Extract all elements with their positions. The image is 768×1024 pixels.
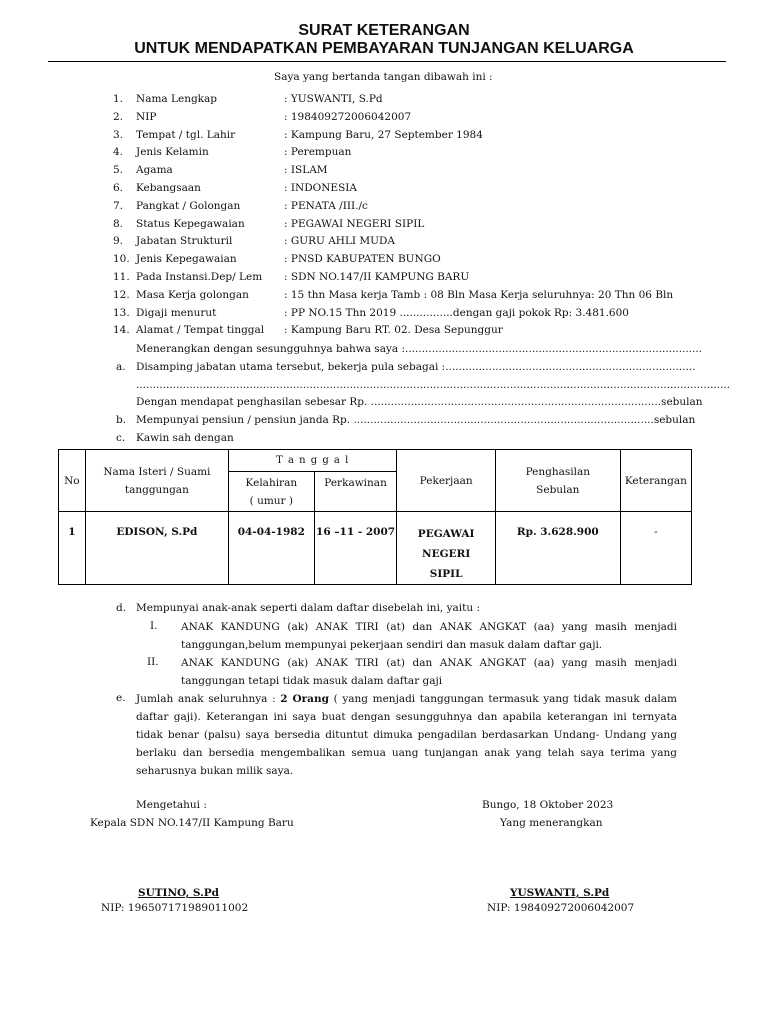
field-label: Alamat / Tempat tinggal	[136, 324, 265, 337]
date-place: Bungo, 18 Oktober 2023	[482, 799, 614, 811]
item-e-count: 2 Orang	[280, 693, 329, 705]
field-label: Tempat / tgl. Lahir	[136, 128, 236, 141]
header-nama: Nama Isteri / Suami tanggungan	[85, 450, 228, 512]
field-label: NIP	[136, 110, 157, 123]
item-c-letter: c.	[116, 432, 126, 444]
row-perkawinan: 16 –11 - 2007	[314, 512, 397, 585]
item-b-text: Mempunyai pensiun / pensiun janda Rp. ..........................................................................................sebulan	[136, 414, 696, 426]
field-label: Kebangsaan	[136, 182, 201, 194]
row-kelahiran: 04-04-1982	[228, 512, 314, 585]
item-e-letter: e.	[116, 692, 126, 704]
row-keterangan: -	[620, 512, 691, 585]
field-number: 12.	[113, 288, 130, 301]
item-d-letter: d.	[116, 602, 127, 614]
field-number: 14.	[113, 324, 130, 337]
menerangkan-line: Menerangkan dengan sesungguhnya bahwa saya :.........................................................................................	[136, 343, 703, 355]
penghasilan-line: Dengan mendapat penghasilan sebesar Rp. .......................................................................................sebulan	[136, 396, 703, 408]
field-value: : 198409272006042007	[284, 110, 412, 123]
item-e-pre: Jumlah anak seluruhnya :	[136, 693, 281, 705]
field-label: Digaji menurut	[136, 306, 217, 319]
field-label: Jenis Kepegawaian	[136, 253, 237, 266]
field-value: : GURU AHLI MUDA	[284, 235, 396, 248]
field-number: 2.	[113, 110, 124, 123]
roman-2-num: II.	[147, 656, 159, 668]
header-no: No	[59, 450, 86, 512]
right-signer-name: YUSWANTI, S.Pd	[510, 887, 610, 899]
umur-label: ( umur )	[249, 495, 294, 507]
row-nama: EDISON, S.Pd	[85, 512, 228, 585]
field-number: 9.	[113, 235, 124, 248]
header-keterangan: Keterangan	[620, 450, 691, 512]
field-number: 6.	[113, 182, 124, 194]
roman-1-num: I.	[150, 620, 158, 632]
header-penghasilan: Penghasilan Sebulan	[495, 450, 620, 512]
field-value: : INDONESIA	[284, 182, 358, 194]
field-number: 11.	[113, 271, 130, 283]
spouse-table	[58, 449, 692, 585]
kelahiran-label: Kelahiran	[245, 477, 298, 489]
field-value: : PENATA /III./c	[284, 199, 368, 212]
left-signer-name: SUTINO, S.Pd	[138, 887, 220, 899]
field-label: Pada Instansi.Dep/ Lem	[136, 271, 263, 283]
field-number: 10.	[113, 253, 130, 266]
field-label: Jabatan Strukturil	[136, 235, 233, 248]
header-pekerjaan: Pekerjaan	[397, 450, 495, 512]
title-divider	[48, 61, 726, 62]
roman-2-text: ANAK KANDUNG (ak) ANAK TIRI (at) dan ANAK ANGKAT (aa) yang masih menjadi tanggungan tetapi tidak masuk dalam daftar gaji	[181, 657, 677, 687]
field-value: : SDN NO.147/II KAMPUNG BARU	[284, 271, 470, 283]
header-kelahiran	[228, 472, 314, 512]
row-pekerjaan: PEGAWAI NEGERI SIPIL	[397, 512, 495, 585]
field-value: : PP NO.15 Thn 2019 ................dengan gaji pokok Rp: 3.481.600	[284, 306, 629, 319]
field-number: 4.	[113, 146, 124, 159]
row-penghasilan: Rp. 3.628.900	[495, 512, 620, 585]
field-label: Nama Lengkap	[136, 93, 218, 105]
field-label: Pangkat / Golongan	[136, 199, 241, 212]
yang-menerangkan-label: Yang menerangkan	[500, 817, 603, 829]
intro-text: Saya yang bertanda tangan dibawah ini :	[274, 71, 493, 83]
field-label: Agama	[136, 164, 173, 177]
field-value: : Kampung Baru, 27 September 1984	[284, 128, 483, 141]
right-signer-nip: NIP: 198409272006042007	[487, 902, 635, 914]
item-e-post: ( yang menjadi tanggungan termasuk yang tidak masuk dalam daftar gaji). Keterangan ini saya buat dengan sesungguhnya dan apabila keterangan ini ternyata tidak benar (palsu) saya bersedia dituntut dimuka pengadilan berdasarkan Undang- Undang yang berlaku dan bersedia mengembalikan semua uang tunjangan anak yang telah saya terima yang seharusnya bukan milik saya.	[136, 693, 677, 777]
field-number: 8.	[113, 217, 124, 230]
field-value: : Perempuan	[284, 146, 352, 159]
field-number: 13.	[113, 306, 130, 319]
field-number: 3.	[113, 128, 124, 141]
item-e-paragraph	[136, 690, 677, 780]
field-value: : 15 thn Masa kerja Tamb : 08 Bln Masa Kerja seluruhnya: 20 Thn 06 Bln	[284, 288, 674, 301]
left-signer-nip: NIP: 196507171989011002	[101, 902, 249, 914]
item-b-letter: b.	[116, 414, 127, 426]
field-value: : YUSWANTI, S.Pd	[284, 93, 383, 105]
field-label: Masa Kerja golongan	[136, 288, 249, 301]
field-number: 5.	[113, 164, 124, 177]
kepala-label: Kepala SDN NO.147/II Kampung Baru	[90, 817, 294, 829]
item-a-text: Disamping jabatan utama tersebut, bekerja pula sebagai :...........................................................................	[136, 361, 696, 373]
item-a-letter: a.	[116, 361, 126, 373]
item-d-text: Mempunyai anak-anak seperti dalam daftar disebelah ini, yaitu :	[136, 602, 481, 614]
field-number: 1.	[113, 93, 124, 105]
field-number: 7.	[113, 199, 124, 212]
field-label: Status Kepegawaian	[136, 217, 245, 230]
row-no: 1	[59, 512, 86, 585]
field-value: : PEGAWAI NEGERI SIPIL	[284, 217, 425, 230]
field-value: : PNSD KABUPATEN BUNGO	[284, 253, 441, 266]
header-perkawinan: Perkawinan	[314, 472, 397, 512]
mengetahui-label: Mengetahui :	[136, 799, 207, 811]
dotted-line: ..................................................................................................................................................................................	[136, 379, 731, 391]
document-subtitle: UNTUK MENDAPATKAN PEMBAYARAN TUNJANGAN KELUARGA	[134, 40, 634, 57]
document-title: SURAT KETERANGAN	[298, 22, 470, 39]
roman-1-text: ANAK KANDUNG (ak) ANAK TIRI (at) dan ANAK ANGKAT (aa) yang masih menjadi tanggungan,belum mempunyai pekerjaan sendiri dan masuk dalam daftar gaji.	[181, 621, 677, 651]
field-value: : ISLAM	[284, 164, 328, 177]
header-tanggal: T a n g g a l	[228, 450, 396, 472]
item-c-text: Kawin sah dengan	[136, 432, 234, 444]
field-label: Jenis Kelamin	[136, 146, 209, 159]
field-value: : Kampung Baru RT. 02. Desa Sepunggur	[284, 324, 503, 337]
